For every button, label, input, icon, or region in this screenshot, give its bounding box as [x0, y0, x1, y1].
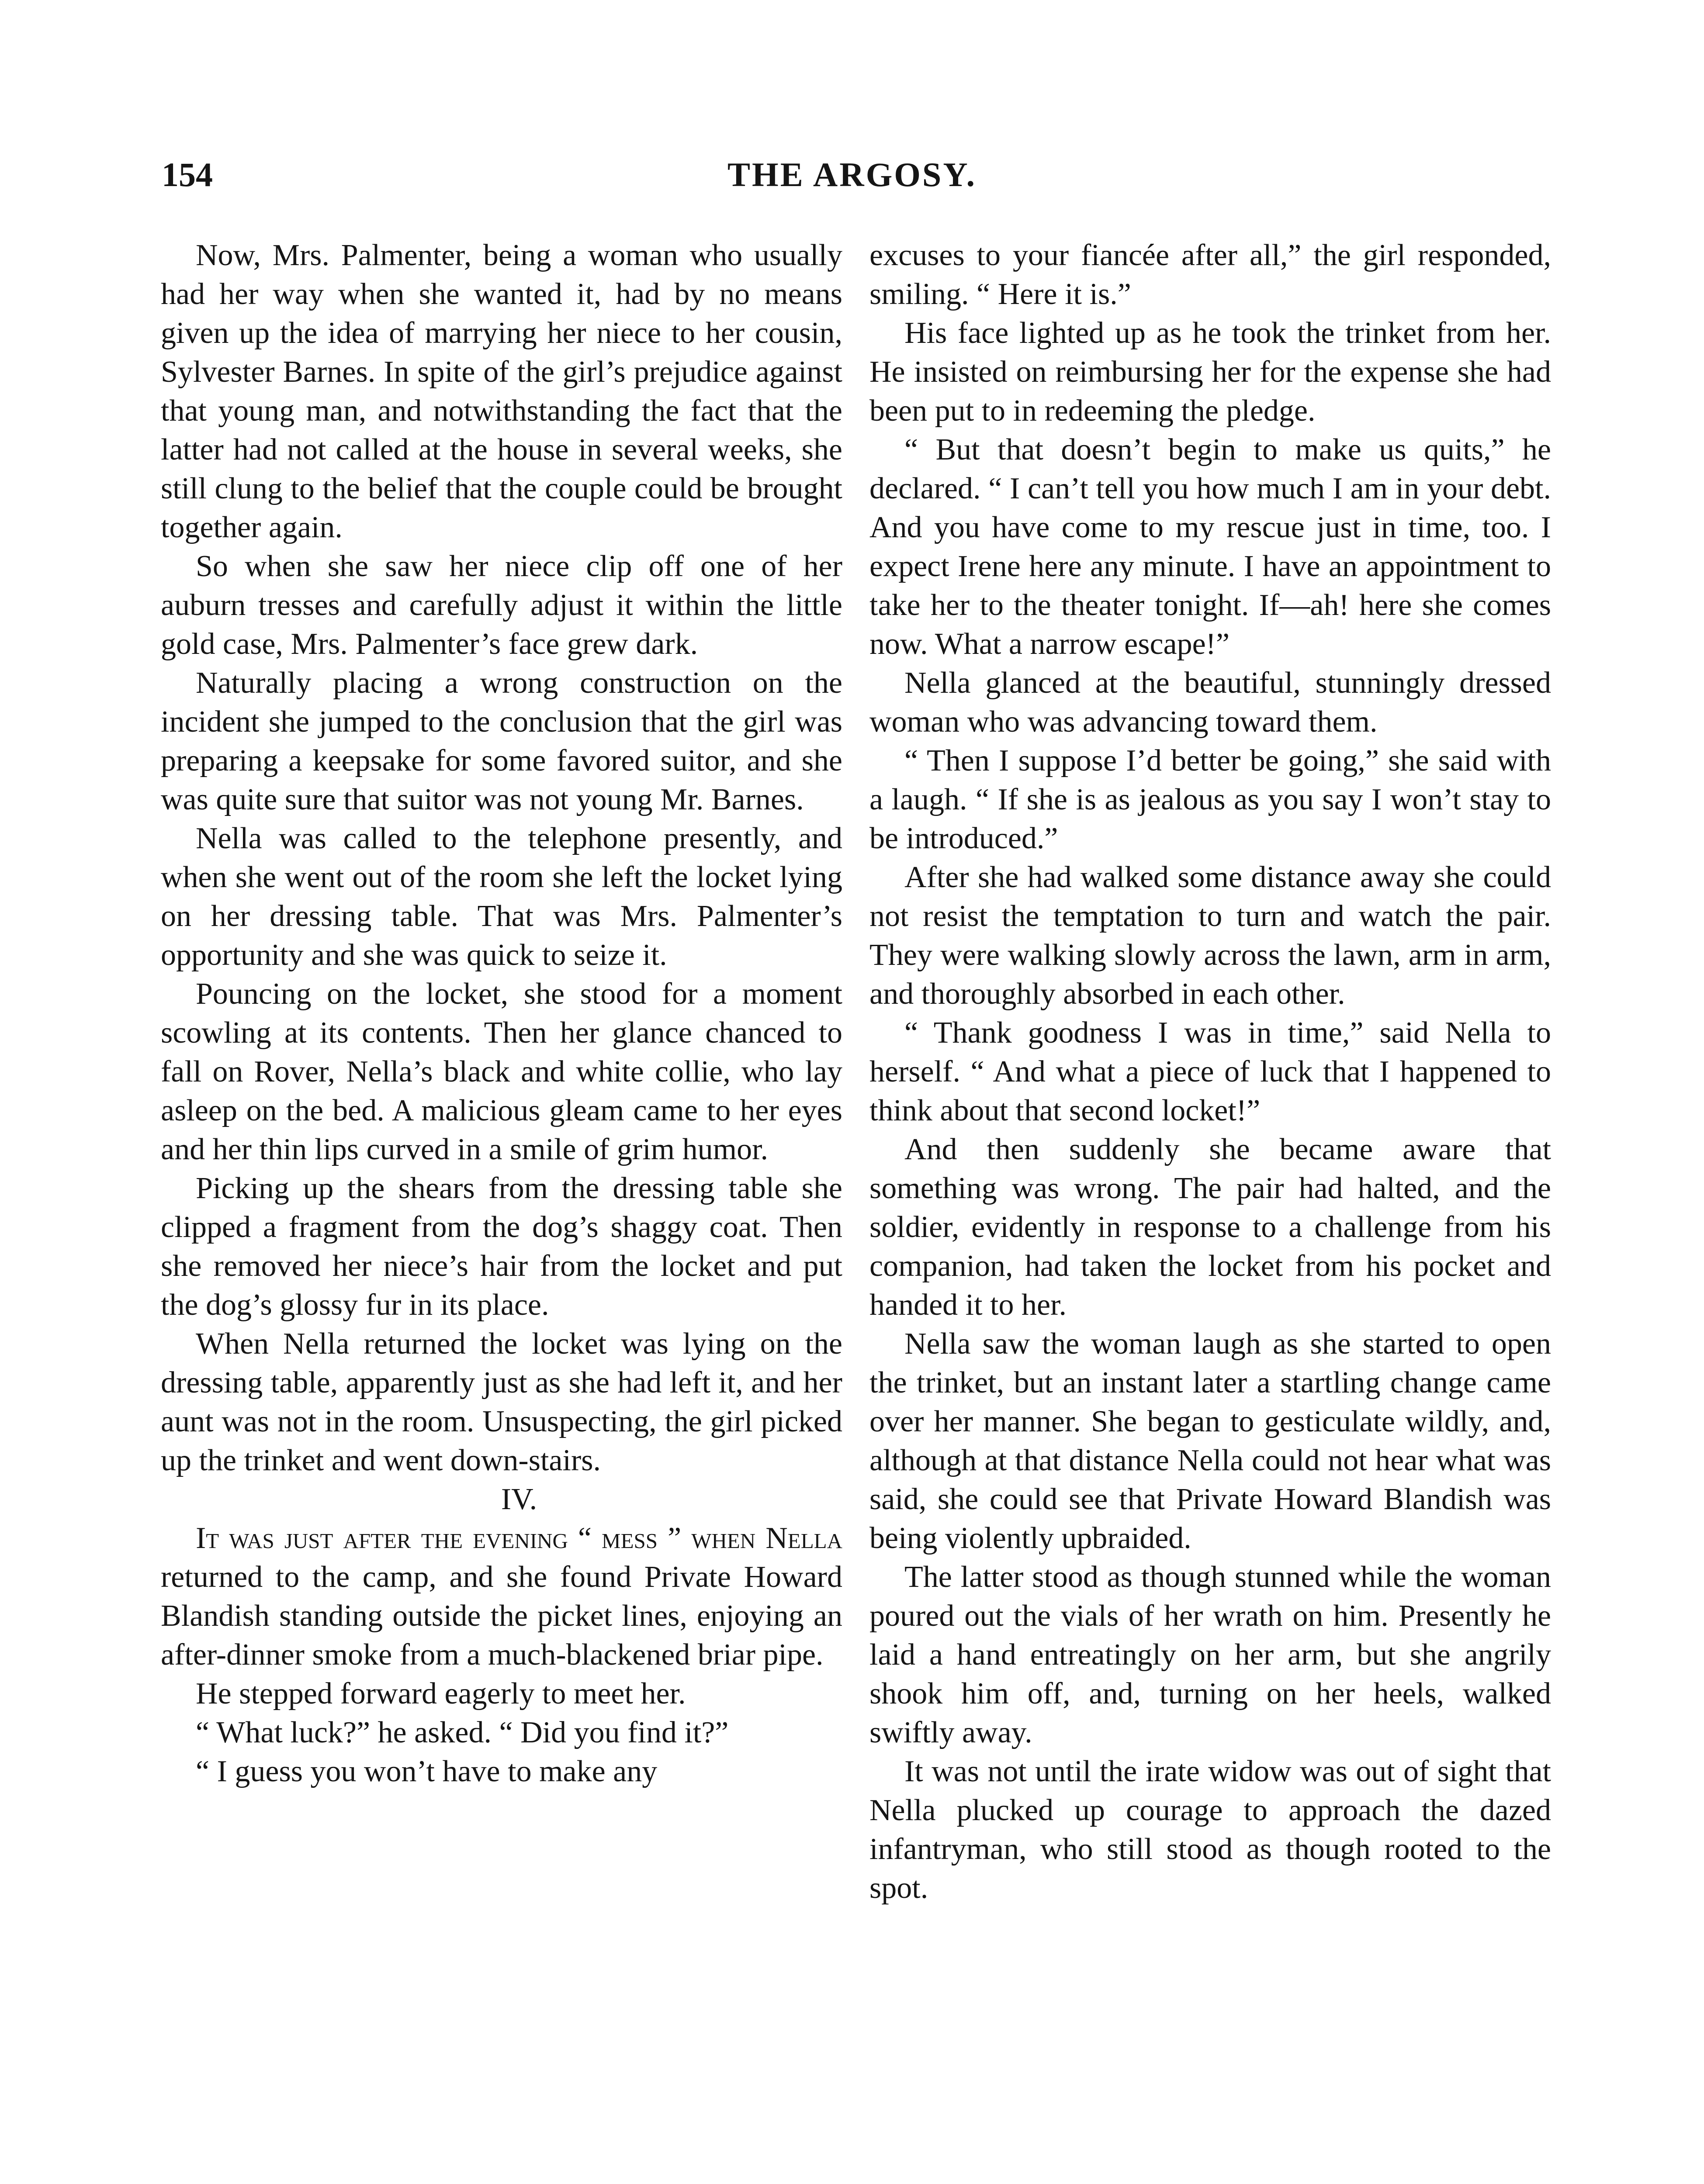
paragraph: Nella was called to the telephone presently, and when she went out of the room she left the locket lying on her dressing table. That was Mrs. Palmenter’s opportunity and she was quick to seize it. — [161, 822, 842, 972]
right-column — [869, 236, 1551, 1908]
paragraph: “ What luck?” he asked. “ Did you find it?” — [196, 1716, 729, 1749]
paragraph: He stepped forward eagerly to meet her. — [196, 1677, 686, 1711]
left-column — [161, 236, 842, 1791]
paragraph: Nella saw the woman laugh as she started to open the trinket, but an instant later a startling change came over her manner. She began to gesticulate wildly, and, although at that distance Nella could not hear what was said, she could see that Private Howard Blandish was being violently upbraided. — [869, 1327, 1551, 1555]
paragraph: “ Then I suppose I’d better be going,” she said with a laugh. “ If she is as jealous as you say I won’t stay to be introduced.” — [869, 744, 1551, 855]
paragraph: When Nella returned the locket was lying on the dressing table, apparently just as she had left it, and her aunt was not in the room. Unsuspecting, the girl picked up the trinket and went down-stairs. — [161, 1327, 842, 1477]
paragraph: Now, Mrs. Palmenter, being a woman who usually had her way when she wanted it, had by no means given up the idea of marrying her niece to her cousin, Sylvester Barnes. In spite of the girl’s prejudice against that young man, and notwithstanding the fact that the latter had not called at the house in several weeks, she still clung to the belief that the couple could be brought together again. — [161, 238, 842, 544]
paragraph: So when she saw her niece clip off one of her auburn tresses and carefully adjust it within the little gold case, Mrs. Palmenter’s face grew dark. — [161, 549, 842, 661]
paragraph: After she had walked some distance away she could not resist the temptation to turn and watch the pair. They were walking slowly across the lawn, arm in arm, and thoroughly absorbed in each other. — [869, 860, 1551, 1011]
paragraph: His face lighted up as he took the trinket from her. He insisted on reimbursing her for the expense she had been put to in redeeming the pledge. — [869, 316, 1551, 428]
paragraph: It was just after the evening “ mess ” when Nella returned to the camp, and she found Private Howard Blandish standing outside the picket lines, enjoying an after-dinner smoke from a much-blackened briar pipe. — [161, 1521, 842, 1672]
page-number: 154 — [162, 156, 213, 194]
paragraph-continued: excuses to your fiancée after all,” the girl responded, smiling. “ Here it is.” — [869, 238, 1551, 311]
paragraph: Picking up the shears from the dressing table she clipped a fragment from the dog’s shaggy coat. Then she removed her niece’s hair from the locket and put the dog’s glossy fur in its place. — [161, 1171, 842, 1322]
paragraph: Nella glanced at the beautiful, stunningly dressed woman who was advancing toward them. — [869, 666, 1551, 739]
section-heading: IV. — [501, 1482, 537, 1516]
paragraph: Naturally placing a wrong construction on the incident she jumped to the conclusion that the girl was preparing a keepsake for some favored suitor, and she was quite sure that suitor was not young Mr. Barnes. — [161, 666, 842, 816]
paragraph: “ I guess you won’t have to make any — [196, 1755, 658, 1788]
paragraph: “ Thank goodness I was in time,” said Nella to herself. “ And what a piece of luck that I happened to think about that second locket!” — [869, 1016, 1551, 1127]
paragraph: Pouncing on the locket, she stood for a moment scowling at its contents. Then her glance chanced to fall on Rover, Nella’s black and white collie, who lay asleep on the bed. A malicious gleam came to her eyes and her thin lips curved in a smile of grim humor. — [161, 977, 842, 1166]
paragraph: “ But that doesn’t begin to make us quits,” he declared. “ I can’t tell you how much I am in your debt. And you have come to my rescue just in time, too. I expect Irene here any minute. I have an appointment to take her to the theater tonight. If—ah! here she comes now. What a narrow escape!” — [869, 433, 1551, 661]
paragraph: The latter stood as though stunned while the woman poured out the vials of her wrath on him. Presently he laid a hand entreatingly on her arm, but she angrily shook him off, and, turning on her heels, walked swiftly away. — [869, 1560, 1551, 1749]
running-title: THE ARGOSY. — [727, 156, 977, 194]
paragraph: It was not until the irate widow was out of sight that Nella plucked up courage to approach the dazed infantryman, who still stood as though rooted to the spot. — [869, 1755, 1551, 1905]
paragraph: And then suddenly she became aware that something was wrong. The pair had halted, and the soldier, evidently in response to a challenge from his companion, had taken the locket from his pocket and handed it to her. — [869, 1133, 1551, 1322]
